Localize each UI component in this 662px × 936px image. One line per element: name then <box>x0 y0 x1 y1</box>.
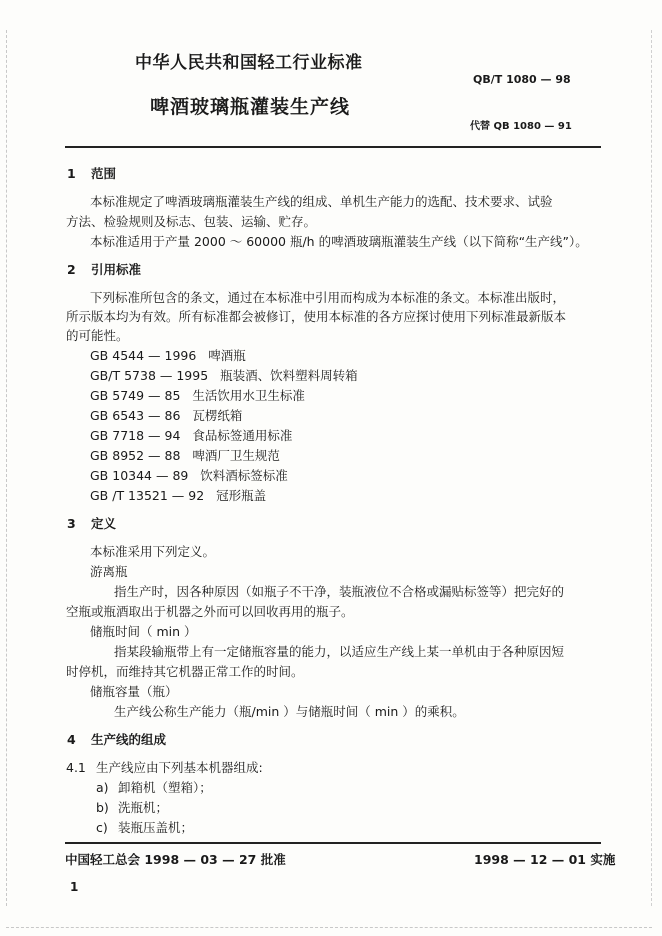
approval-date: 中国轻工总会 1998 — 03 — 27 批准 <box>65 852 286 867</box>
ref-name: 饮料酒标签标准 <box>200 468 288 483</box>
list-item <box>96 820 193 835</box>
ref-name: 啤酒厂卫生规范 <box>192 448 280 463</box>
ref-code: GB 4544 — 1996 <box>90 348 197 363</box>
reference-item <box>90 428 292 443</box>
section-3-heading <box>67 516 116 531</box>
list-text: 装瓶压盖机； <box>118 820 194 835</box>
ref-code: GB 7718 — 94 <box>90 428 181 443</box>
reference-item <box>90 368 358 383</box>
ref-code: GB/T 5738 — 1995 <box>90 368 209 383</box>
list-marker: b) <box>96 800 109 815</box>
subsection-4-1 <box>66 760 263 775</box>
list-text: 洗瓶机； <box>118 800 169 815</box>
ref-name: 啤酒瓶 <box>208 348 246 363</box>
s3-intro: 本标准采用下列定义。 <box>90 544 216 559</box>
reference-item <box>90 488 266 503</box>
page-right-edge <box>651 30 652 906</box>
section-number: 4 <box>67 732 76 747</box>
ref-name: 生活饮用水卫生标准 <box>192 388 305 403</box>
ref-code: GB 6543 — 86 <box>90 408 181 423</box>
footer-rule <box>65 842 601 844</box>
section-title: 引用标准 <box>91 262 142 277</box>
list-text: 卸箱机（塑箱）； <box>118 780 212 795</box>
definition-term: 储瓶容量（瓶） <box>90 684 178 699</box>
section-number: 3 <box>67 516 76 531</box>
section-1-heading <box>67 166 116 181</box>
ref-code: GB 10344 — 89 <box>90 468 189 483</box>
definition-line: 生产线公称生产能力（瓶/min ）与储瓶时间（ min ）的乘积。 <box>114 704 465 719</box>
ref-code: GB 5749 — 85 <box>90 388 181 403</box>
reference-item <box>90 348 246 363</box>
page-bottom-edge <box>6 927 652 928</box>
reference-item <box>90 388 305 403</box>
section-number: 2 <box>67 262 76 277</box>
definition-line: 空瓶或瓶酒取出于机器之外而可以回收再用的瓶子。 <box>66 604 354 619</box>
reference-item <box>90 448 280 463</box>
reference-item <box>90 408 242 423</box>
ref-code: GB /T 13521 — 92 <box>90 488 205 503</box>
list-marker: c) <box>96 820 108 835</box>
definition-term: 储瓶时间（ min ） <box>90 624 197 639</box>
section-title: 生产线的组成 <box>91 732 167 747</box>
issuer-title: 中华人民共和国轻工行业标准 <box>135 53 363 73</box>
s1-para1-line1: 本标准规定了啤酒玻璃瓶灌装生产线的组成、单机生产能力的选配、技术要求、试验 <box>90 194 553 209</box>
definition-term: 游离瓶 <box>90 564 128 579</box>
ref-code: GB 8952 — 88 <box>90 448 181 463</box>
ref-name: 瓶装酒、饮料塑料周转箱 <box>220 368 358 383</box>
subsection-text: 生产线应由下列基本机器组成: <box>96 760 263 775</box>
section-title: 范围 <box>91 166 117 181</box>
ref-name: 瓦楞纸箱 <box>192 408 243 423</box>
replaces-note: 代替 QB 1080 — 91 <box>470 121 572 132</box>
ref-name: 冠形瓶盖 <box>216 488 267 503</box>
s1-para2: 本标准适用于产量 2000 ～ 60000 瓶/h 的啤酒玻璃瓶灌装生产线（以下简称“生产线”）。 <box>90 234 588 249</box>
section-number: 1 <box>67 166 76 181</box>
s1-para1-line2: 方法、检验规则及标志、包装、运输、贮存。 <box>66 214 317 229</box>
header-rule <box>65 146 601 148</box>
page-left-edge <box>6 30 7 906</box>
subsection-number: 4.1 <box>66 760 86 775</box>
list-item <box>96 780 212 795</box>
s2-para-line1: 下列标准所包含的条文，通过在本标准中引用而构成为本标准的条文。本标准出版时， <box>90 290 566 305</box>
page-number: 1 <box>70 880 79 894</box>
list-item <box>96 800 168 815</box>
reference-item <box>90 468 288 483</box>
section-4-heading <box>67 732 166 747</box>
standard-code: QB/T 1080 — 98 <box>473 73 571 86</box>
definition-line: 时停机，而维持其它机器正常工作的时间。 <box>66 664 304 679</box>
section-2-heading <box>67 262 141 277</box>
definition-line: 指生产时，因各种原因（如瓶子不干净，装瓶液位不合格或漏贴标签等）把完好的 <box>114 584 565 599</box>
s2-para-line2: 所示版本均为有效。所有标准都会被修订，使用本标准的各方应探讨使用下列标准最新版本 <box>66 309 567 324</box>
standard-title: 啤酒玻璃瓶灌装生产线 <box>150 96 351 118</box>
effective-date: 1998 — 12 — 01 实施 <box>474 852 616 867</box>
list-marker: a) <box>96 780 109 795</box>
section-title: 定义 <box>91 516 117 531</box>
ref-name: 食品标签通用标准 <box>192 428 293 443</box>
s2-para-line3: 的可能性。 <box>66 328 129 343</box>
definition-line: 指某段输瓶带上有一定储瓶容量的能力，以适应生产线上某一单机由于各种原因短 <box>114 644 565 659</box>
